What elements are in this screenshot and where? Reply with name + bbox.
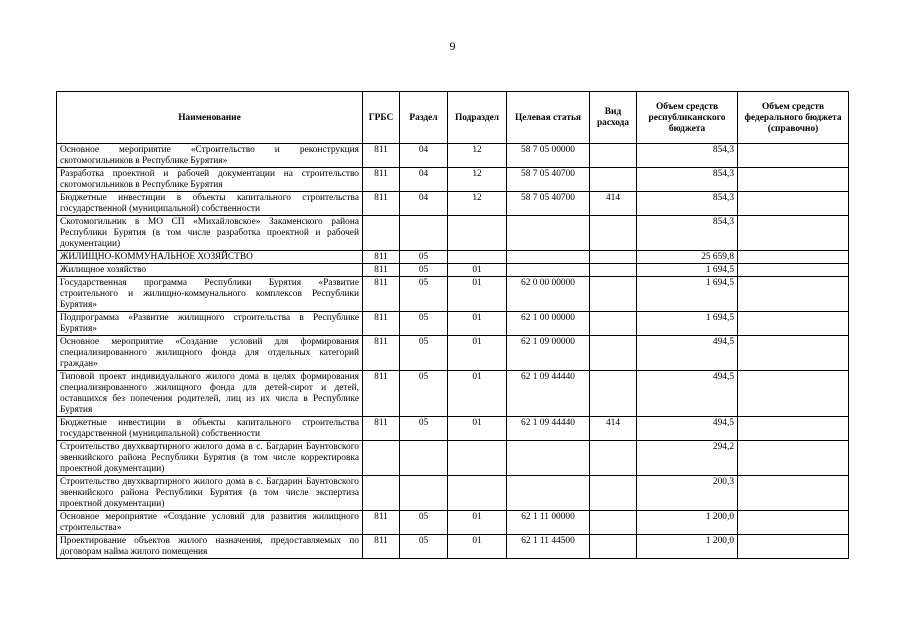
cell-name: Основное мероприятие «Создание условий для развития жилищного строительства» — [57, 511, 363, 535]
cell-target: 62 1 09 00000 — [507, 336, 590, 371]
cell-target: 62 1 09 44440 — [507, 417, 590, 441]
table-row — [57, 417, 849, 441]
cell-target: 58 7 05 00000 — [507, 144, 590, 168]
budget-table — [56, 91, 849, 559]
cell-target: 62 1 00 00000 — [507, 312, 590, 336]
cell-rep: 1 694,5 — [637, 312, 738, 336]
cell-fed — [738, 476, 849, 511]
cell-fed — [738, 144, 849, 168]
cell-rep: 1 694,5 — [637, 264, 738, 277]
table-body — [57, 144, 849, 559]
cell-target: 62 1 09 44440 — [507, 371, 590, 417]
header-name: Наименование — [57, 92, 363, 144]
cell-fed — [738, 417, 849, 441]
cell-vid: 414 — [590, 417, 637, 441]
table-row — [57, 277, 849, 312]
cell-grbs: 811 — [363, 535, 400, 559]
cell-grbs: 811 — [363, 251, 400, 264]
table-row — [57, 336, 849, 371]
cell-target — [507, 251, 590, 264]
cell-vid — [590, 312, 637, 336]
table-row — [57, 511, 849, 535]
header-podrazdel: Подраздел — [448, 92, 507, 144]
cell-fed — [738, 511, 849, 535]
cell-vid — [590, 511, 637, 535]
cell-rep: 854,3 — [637, 168, 738, 192]
cell-razdel: 05 — [400, 511, 448, 535]
cell-target: 58 7 05 40700 — [507, 168, 590, 192]
cell-name: Подпрограмма «Развитие жилищного строительства в Республике Бурятия» — [57, 312, 363, 336]
cell-razdel — [400, 476, 448, 511]
cell-vid: 414 — [590, 192, 637, 216]
cell-rep: 1 200,0 — [637, 535, 738, 559]
header-grbs: ГРБС — [363, 92, 400, 144]
table-row — [57, 216, 849, 251]
cell-grbs: 811 — [363, 264, 400, 277]
table-header — [57, 92, 849, 144]
header-federal-budget: Объем средств федерального бюджета (справочно) — [738, 92, 849, 144]
table-row — [57, 312, 849, 336]
cell-target — [507, 216, 590, 251]
cell-grbs — [363, 476, 400, 511]
cell-grbs: 811 — [363, 417, 400, 441]
table-row — [57, 371, 849, 417]
cell-name: Типовой проект индивидуального жилого дома в целях формирования специализированного жилищного фонда для детей-сирот и детей, оставшихся без попечения родителей, лиц из их числа в Республике Бурятия — [57, 371, 363, 417]
cell-target — [507, 264, 590, 277]
header-target-article: Целевая статья — [507, 92, 590, 144]
cell-name: Основное мероприятие «Строительство и реконструкция скотомогильников в Республике Бурятия» — [57, 144, 363, 168]
cell-fed — [738, 216, 849, 251]
cell-rep: 494,5 — [637, 371, 738, 417]
cell-rep: 200,3 — [637, 476, 738, 511]
cell-razdel: 05 — [400, 336, 448, 371]
cell-razdel: 05 — [400, 371, 448, 417]
cell-razdel: 05 — [400, 312, 448, 336]
cell-razdel — [400, 441, 448, 476]
cell-rep: 1 694,5 — [637, 277, 738, 312]
cell-fed — [738, 371, 849, 417]
cell-name: Государственная программа Республики Бурятия «Развитие строительного и жилищно-коммунального комплексов Республики Бурятия» — [57, 277, 363, 312]
cell-podrazdel — [448, 216, 507, 251]
page-number: 9 — [449, 39, 456, 53]
cell-podrazdel: 12 — [448, 144, 507, 168]
cell-name: Бюджетные инвестиции в объекты капитального строительства государственной (муниципальной) собственности — [57, 417, 363, 441]
cell-razdel: 05 — [400, 251, 448, 264]
cell-vid — [590, 144, 637, 168]
cell-grbs: 811 — [363, 192, 400, 216]
cell-podrazdel: 12 — [448, 192, 507, 216]
cell-podrazdel: 01 — [448, 264, 507, 277]
cell-vid — [590, 251, 637, 264]
table-row — [57, 441, 849, 476]
table-row — [57, 144, 849, 168]
cell-grbs — [363, 441, 400, 476]
cell-rep: 1 200,0 — [637, 511, 738, 535]
cell-grbs: 811 — [363, 277, 400, 312]
cell-grbs: 811 — [363, 336, 400, 371]
cell-podrazdel: 01 — [448, 336, 507, 371]
cell-podrazdel: 01 — [448, 312, 507, 336]
cell-grbs: 811 — [363, 144, 400, 168]
cell-razdel — [400, 216, 448, 251]
cell-fed — [738, 535, 849, 559]
cell-vid — [590, 336, 637, 371]
cell-vid — [590, 168, 637, 192]
cell-vid — [590, 277, 637, 312]
cell-fed — [738, 251, 849, 264]
cell-fed — [738, 336, 849, 371]
cell-podrazdel — [448, 251, 507, 264]
cell-grbs: 811 — [363, 312, 400, 336]
cell-podrazdel: 01 — [448, 277, 507, 312]
cell-podrazdel: 01 — [448, 535, 507, 559]
cell-grbs: 811 — [363, 168, 400, 192]
cell-razdel: 05 — [400, 277, 448, 312]
cell-razdel: 05 — [400, 417, 448, 441]
cell-name: Скотомогильник в МО СП «Михайловское» Закаменского района Республики Бурятия (в том числе разработка проектной и рабочей документации) — [57, 216, 363, 251]
cell-grbs: 811 — [363, 511, 400, 535]
cell-fed — [738, 168, 849, 192]
cell-name: Жилищное хозяйство — [57, 264, 363, 277]
cell-target: 58 7 05 40700 — [507, 192, 590, 216]
cell-podrazdel: 01 — [448, 417, 507, 441]
cell-razdel: 04 — [400, 192, 448, 216]
cell-vid — [590, 441, 637, 476]
table-row — [57, 168, 849, 192]
cell-razdel: 04 — [400, 144, 448, 168]
cell-rep: 25 659,8 — [637, 251, 738, 264]
cell-vid — [590, 216, 637, 251]
cell-vid — [590, 535, 637, 559]
table-row — [57, 264, 849, 277]
cell-grbs: 811 — [363, 371, 400, 417]
cell-fed — [738, 312, 849, 336]
cell-vid — [590, 476, 637, 511]
cell-rep: 294,2 — [637, 441, 738, 476]
table-row — [57, 535, 849, 559]
cell-grbs — [363, 216, 400, 251]
cell-rep: 854,3 — [637, 192, 738, 216]
cell-fed — [738, 441, 849, 476]
cell-name: Основное мероприятие «Создание условий для формирования специализированного жилищного фонда для отдельных категорий граждан» — [57, 336, 363, 371]
cell-name: Строительство двухквартирного жилого дома в с. Багдарин Баунтовского эвенкийского района Республики Бурятия (в том числе корректировка проектной документации) — [57, 441, 363, 476]
cell-target — [507, 441, 590, 476]
table-row — [57, 251, 849, 264]
cell-name: Бюджетные инвестиции в объекты капитального строительства государственной (муниципальной) собственности — [57, 192, 363, 216]
cell-vid — [590, 264, 637, 277]
cell-target: 62 1 11 44500 — [507, 535, 590, 559]
cell-target — [507, 476, 590, 511]
cell-podrazdel: 01 — [448, 511, 507, 535]
cell-fed — [738, 264, 849, 277]
header-republican-budget: Объем средств республиканского бюджета — [637, 92, 738, 144]
cell-podrazdel — [448, 476, 507, 511]
header-expense-type: Вид расхода — [590, 92, 637, 144]
cell-fed — [738, 192, 849, 216]
cell-razdel: 05 — [400, 535, 448, 559]
header-razdel: Раздел — [400, 92, 448, 144]
cell-razdel: 04 — [400, 168, 448, 192]
cell-podrazdel: 01 — [448, 371, 507, 417]
cell-name: Строительство двухквартирного жилого дома в с. Багдарин Баунтовского эвенкийского района Республики Бурятия (в том числе экспертиза проектной документации) — [57, 476, 363, 511]
cell-vid — [590, 371, 637, 417]
table-row — [57, 476, 849, 511]
cell-fed — [738, 277, 849, 312]
cell-razdel: 05 — [400, 264, 448, 277]
cell-name: Разработка проектной и рабочей документации на строительство скотомогильников в Республике Бурятия — [57, 168, 363, 192]
cell-name: ЖИЛИЩНО-КОММУНАЛЬНОЕ ХОЗЯЙСТВО — [57, 251, 363, 264]
cell-target: 62 0 00 00000 — [507, 277, 590, 312]
cell-target: 62 1 11 00000 — [507, 511, 590, 535]
cell-rep: 854,3 — [637, 144, 738, 168]
cell-rep: 494,5 — [637, 336, 738, 371]
cell-name: Проектирование объектов жилого назначения, предоставляемых по договорам найма жилого помещения — [57, 535, 363, 559]
table-row — [57, 192, 849, 216]
cell-rep: 854,3 — [637, 216, 738, 251]
cell-rep: 494,5 — [637, 417, 738, 441]
cell-podrazdel — [448, 441, 507, 476]
cell-podrazdel: 12 — [448, 168, 507, 192]
